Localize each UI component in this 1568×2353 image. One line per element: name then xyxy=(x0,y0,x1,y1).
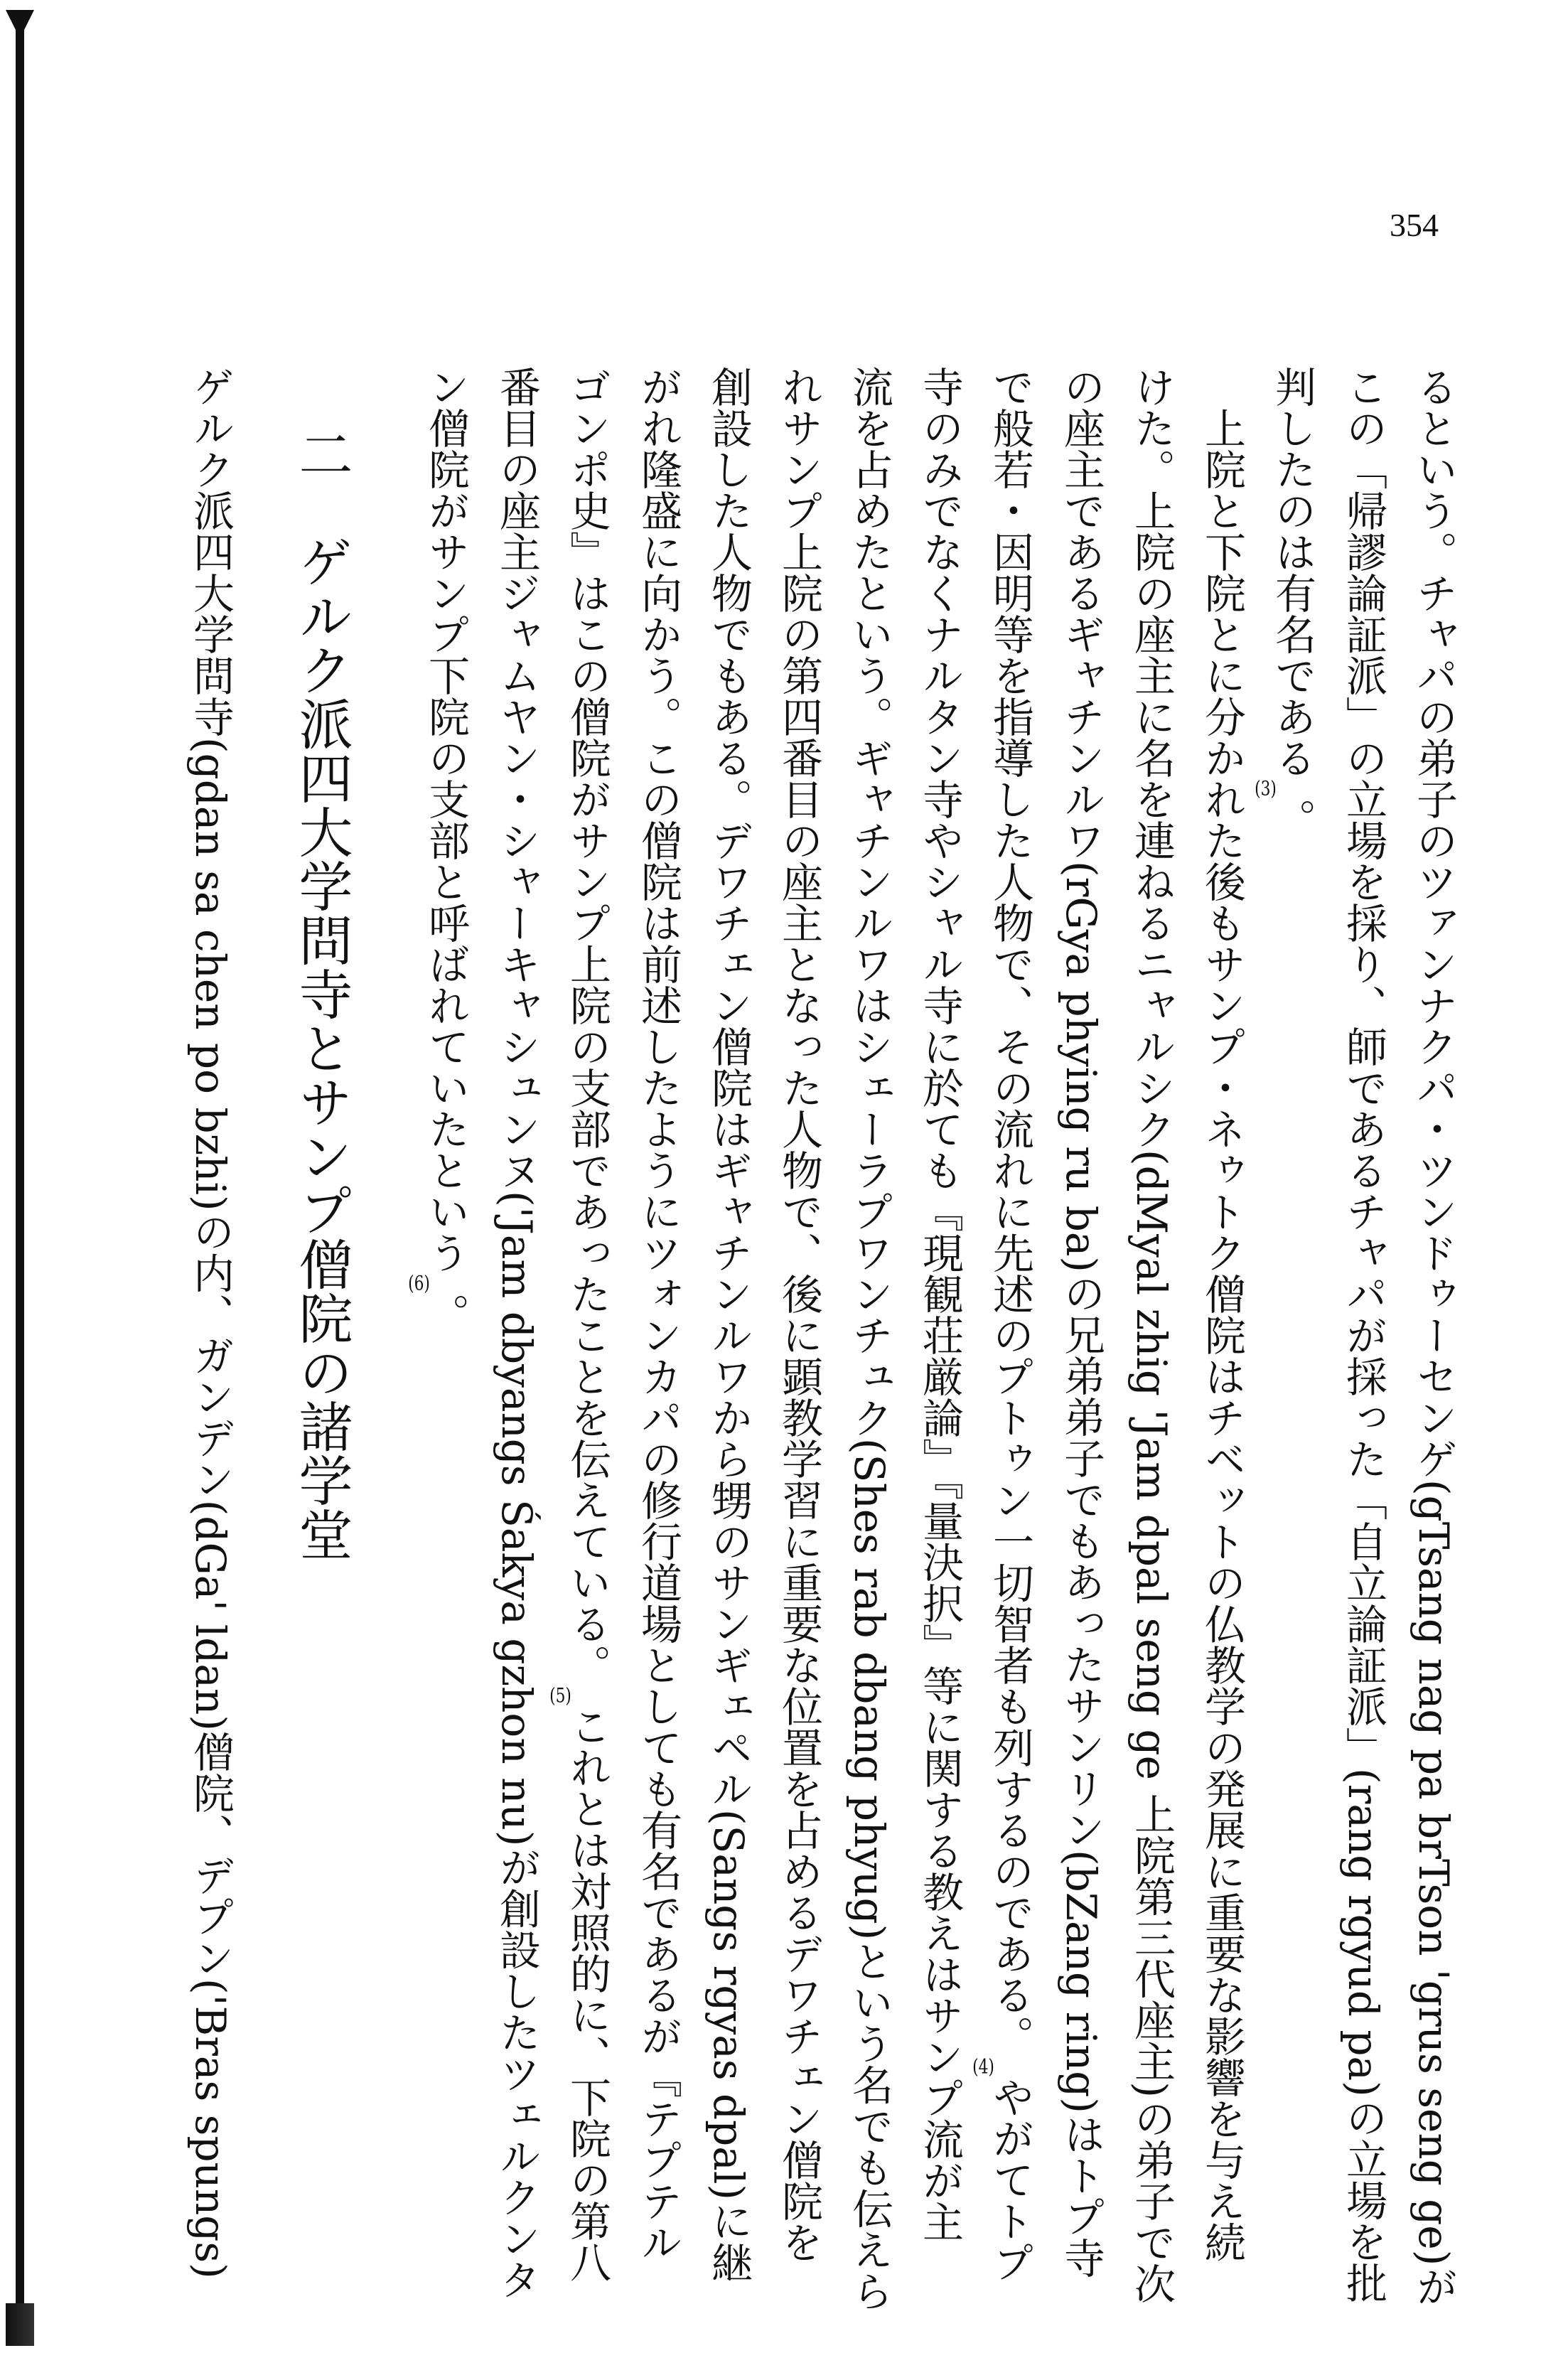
text-column xyxy=(904,366,974,2242)
text-segment: 寺のみでなくナルタン寺やシャル寺に於ても『現観荘厳論』『量決択』等に関する教えはサンプ流が主 xyxy=(915,366,964,2242)
text-column xyxy=(1046,366,1116,2278)
text-segment: がれ隆盛に向かう。この僧院は前述したようにツォンカパの修行道場としても有名であるが『テプテル xyxy=(634,366,682,2263)
text-column xyxy=(1328,366,1398,2303)
text-segment: れサンプ上院の第四番目の座主となった人物で、後に顕教学習に重要な位置を占めるデワチェン僧院を xyxy=(775,366,823,2263)
text-column xyxy=(1116,366,1186,2305)
text-segment: これとは対照的に、下院の第八 xyxy=(563,1705,611,2283)
text-segment: るという。チャパの弟子のツァンナクパ・ツンドゥーセンゲ(gTsang nag pa brTson 'grus seng ge)が xyxy=(1409,366,1458,2308)
binding-edge-bottom xyxy=(6,2303,34,2346)
binding-edge-top xyxy=(6,10,34,38)
text-segment: この「帰謬論証派」の立場を採り、師であるチャパが採った「自立論証派」(rang rgyud pa)の立場を批 xyxy=(1339,366,1387,2303)
text-column xyxy=(623,366,693,2263)
text-column xyxy=(834,366,904,2312)
footnote-marker: (3) xyxy=(1255,778,1277,798)
text-segment: ゴンポ史』はこの僧院がサンプ上院の支部であったことを伝えている。 xyxy=(563,366,611,1685)
text-segment: 番目の座主ジャムヤン・シャーキャシュンヌ('Jam dbyangs Śakya gzhon nu)が創設したツェルクンタ xyxy=(493,366,541,2300)
page-number: 354 xyxy=(1390,207,1439,243)
section-heading: 二 ゲルク派四大学問寺とサンプ僧院の諸学堂 xyxy=(290,427,353,1561)
body-text xyxy=(408,366,1468,2312)
text-segment: ン僧院がサンプ下院の支部と呼ばれていたという xyxy=(421,366,470,1273)
footnote-marker: (6) xyxy=(408,1273,430,1293)
text-segment: けた。上院の座主に名を連ねるニャルシク(dMyal zhig 'Jam dpal seng ge 上院第三代座主)の弟子で次 xyxy=(1127,366,1176,2305)
text-segment: 創設した人物でもある。デワチェン僧院はギャチンルワから甥のサンギェペル(Sangs rgyas dpal)に継 xyxy=(704,366,753,2283)
text-column xyxy=(1186,366,1257,2263)
text-segment: 上院と下院とに分かれた後もサンプ・ネゥトク僧院はチベットの仏教学の発展に重要な影響を与え続 xyxy=(1198,407,1246,2263)
text-segment: やがてトプ xyxy=(986,2076,1034,2283)
text-segment: 。 xyxy=(421,1293,470,1334)
binding-edge xyxy=(16,13,24,2344)
body-text-continued: ゲルク派四大学問寺(gdan sa chen po bzhi)の内、ガンデン(dGa' ldan)僧院、デプン('Bras spungs) xyxy=(186,366,235,2279)
text-column xyxy=(410,366,481,2015)
text-column xyxy=(693,366,763,2283)
text-segment: の座主であるギャチンルワ(rGya phying ru ba)の兄弟弟子でもあったサンリン(bZang ring)はトプ寺 xyxy=(1057,366,1105,2278)
text-segment: で般若・因明等を指導した人物で、その流れに先述のプトゥン一切智者も列するのである。 xyxy=(986,366,1034,2057)
text-segment: 流を占めたという。ギャチンルワはシェーラプワンチュク(Shes rab dbang phyug)という名でも伝えら xyxy=(845,366,893,2312)
footnote-marker: (5) xyxy=(549,1685,571,1705)
text-column xyxy=(1257,366,1328,2015)
text-segment: 判したのは有名である xyxy=(1268,366,1316,778)
text-column xyxy=(972,366,1046,2283)
text-column xyxy=(1398,366,1468,2308)
footnote-marker: (4) xyxy=(972,2057,994,2076)
text-segment: 。 xyxy=(1268,798,1316,840)
text-column xyxy=(549,366,623,2283)
text-column xyxy=(481,366,552,2300)
text-column xyxy=(763,366,834,2263)
